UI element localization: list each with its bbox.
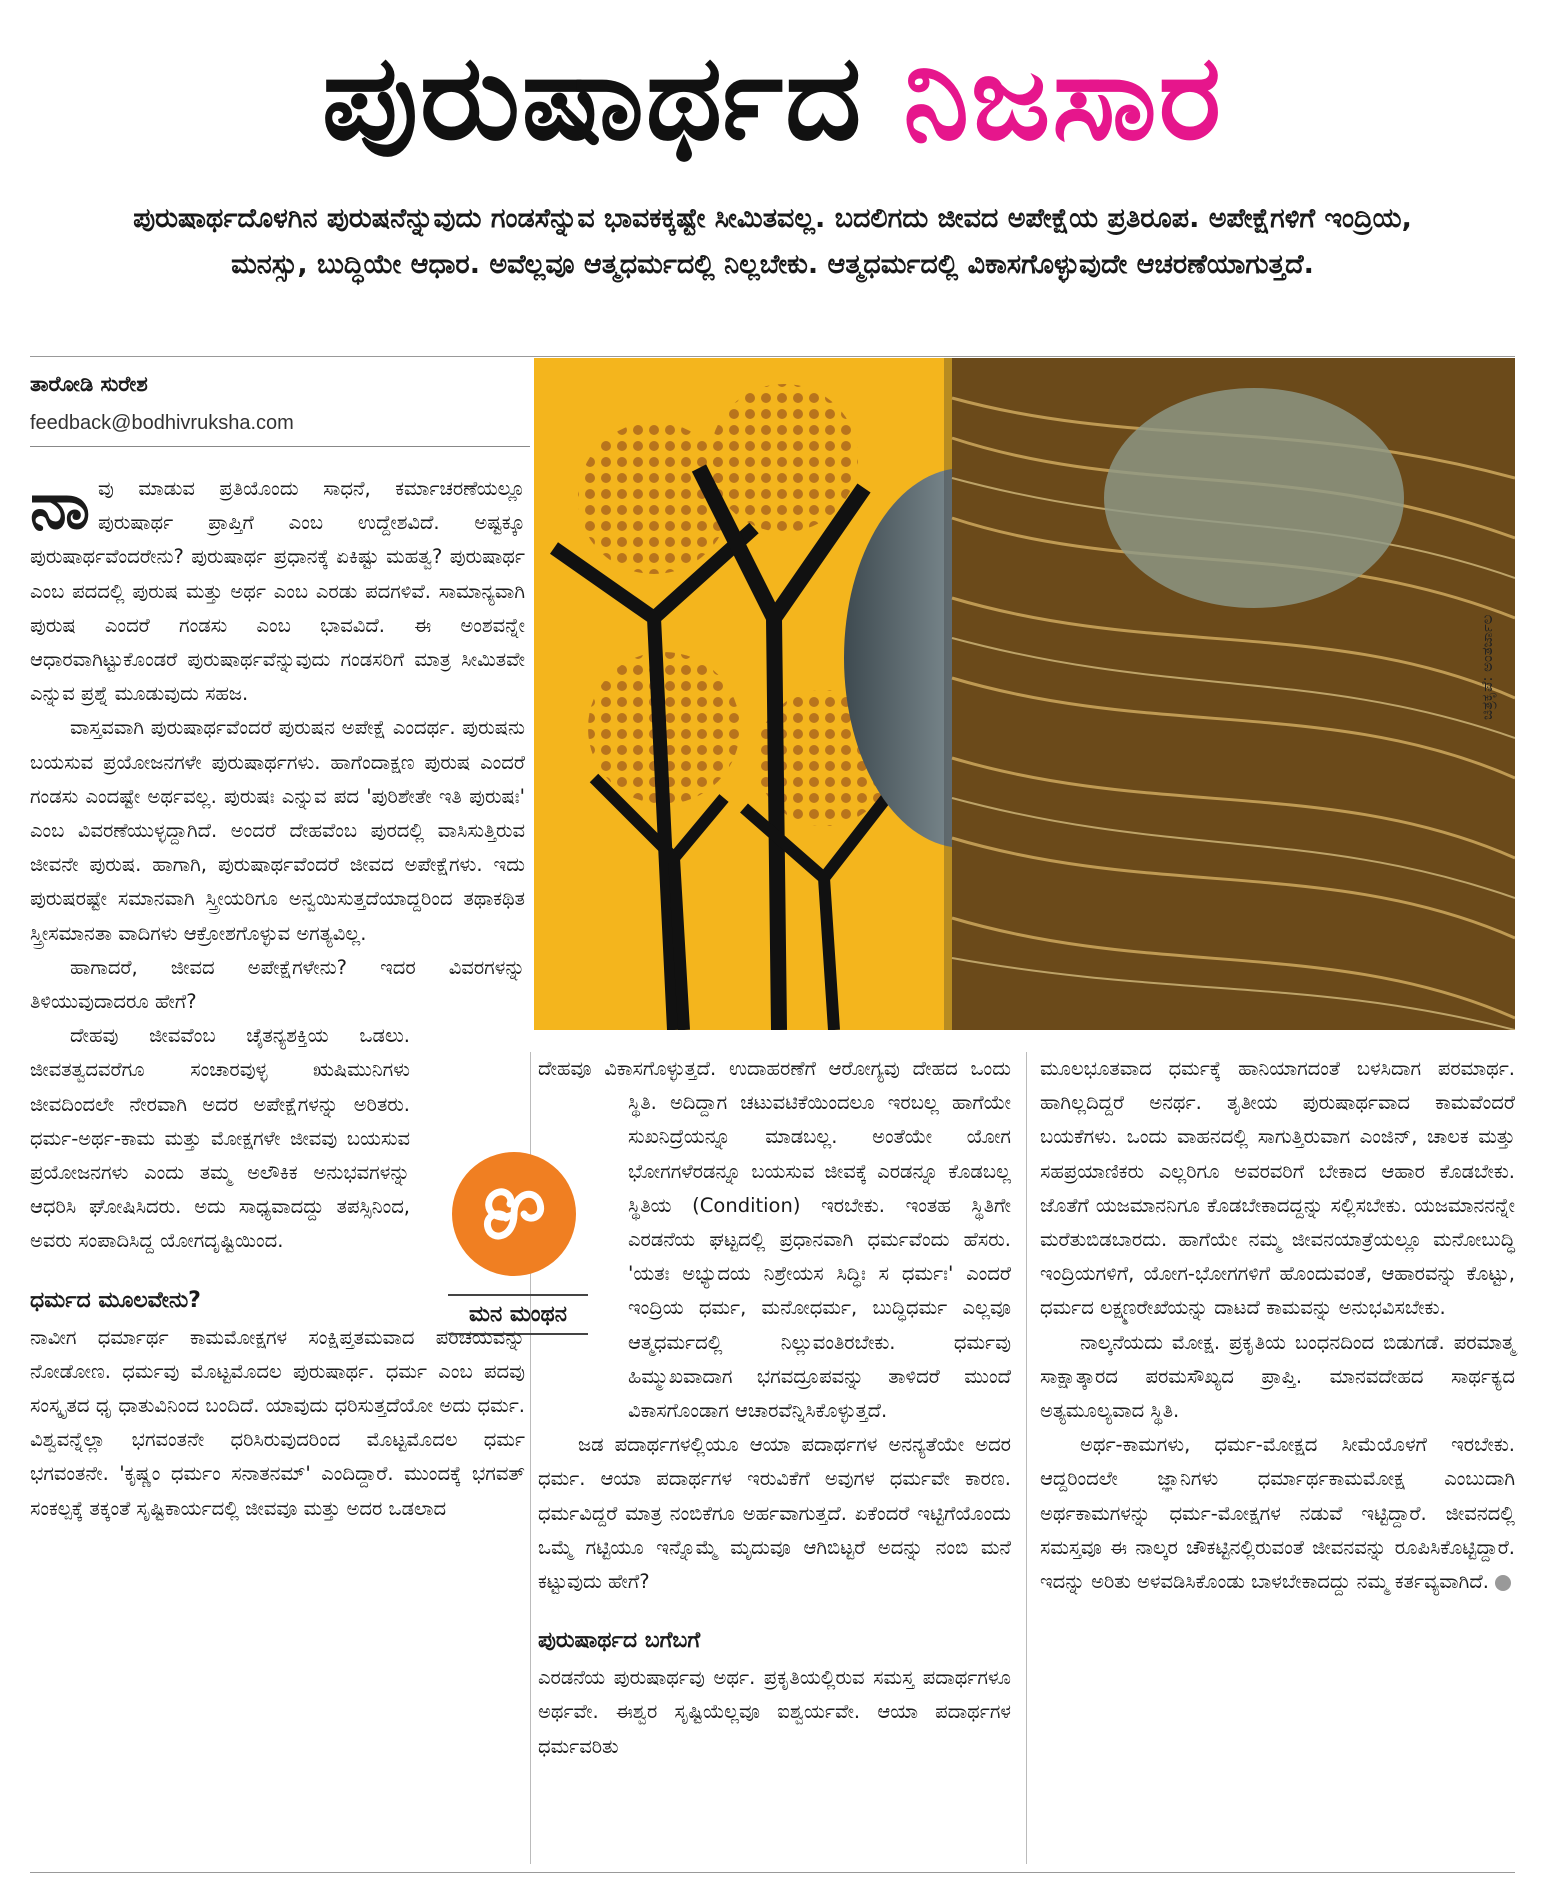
article-column-2 <box>538 1052 1011 1764</box>
column-divider <box>1026 1052 1027 1864</box>
author-email[interactable]: feedback@bodhivruksha.com <box>30 412 294 434</box>
paragraph: ಜಡ ಪದಾರ್ಥಗಳಲ್ಲಿಯೂ ಆಯಾ ಪದಾರ್ಥಗಳ ಅನನ್ಯತೆಯೇ ಅದರ ಧರ್ಮ. ಆಯಾ ಪದಾರ್ಥಗಳ ಇರುವಿಕೆಗೆ ಅವುಗಳ ಧರ್ಮವೇ ಕಾರಣ. ಧರ್ಮವಿದ್ದರೆ ಮಾತ್ರ ನಂಬಿಕೆಗೂ ಅರ್ಹವಾಗುತ್ತದೆ. ಏಕೆಂದರೆ ಇಟ್ಟಿಗೆಯೊಂದು ಒಮ್ಮೆ ಗಟ್ಟಿಯೂ ಇನ್ನೊಮ್ಮೆ ಮೃದುವೂ ಆಗಿಬಿಟ್ಟರೆ ಅದನ್ನು ನಂಬಿ ಮನೆ ಕಟ್ಟುವುದು ಹೇಗೆ? <box>538 1433 1011 1594</box>
paragraph: ಹಾಗಾದರೆ, ಜೀವದ ಅಪೇಕ್ಷೆಗಳೇನು? ಇದರ ವಿವರಗಳನ್ನು ತಿಳಿಯುವುದಾದರೂ ಹೇಗೆ? <box>30 955 525 1014</box>
subheading: ಪುರುಷಾರ್ಥದ ಬಗೆಬಗೆ <box>538 1628 701 1654</box>
headline-part2: ನಿಜಸಾರ <box>903 28 1224 166</box>
article-column-1 <box>30 467 525 1526</box>
paragraph: ನಾವು ಮಾಡುವ ಪ್ರತಿಯೊಂದು ಸಾಧನೆ, ಕರ್ಮಾಚರಣೆಯಲ್ಲೂ ಪುರುಷಾರ್ಥ ಪ್ರಾಪ್ತಿಗೆ ಎಂಬ ಉದ್ದೇಶವಿದೆ. ಅಷ್ಟಕ್ಕೂ ಪುರುಷಾರ್ಥವೆಂದರೇನು? ಪುರುಷಾರ್ಥ ಪ್ರಧಾನಕ್ಕೆ ಏಕಿಷ್ಟು ಮಹತ್ವ? ಪುರುಷಾರ್ಥ ಎಂಬ ಪದದಲ್ಲಿ ಪುರುಷ ಮತ್ತು ಅರ್ಥ ಎಂಬ ಎರಡು ಪದಗಳಿವೆ. ಸಾಮಾನ್ಯವಾಗಿ ಪುರುಷ ಎಂದರೆ ಗಂಡಸು ಎಂಬ ಭಾವವಿದೆ. ಈ ಅಂಶವನ್ನೇ ಆಧಾರವಾಗಿಟ್ಟುಕೊಂಡರೆ ಪುರುಷಾರ್ಥವೆನ್ನುವುದು ಗಂಡಸರಿಗೆ ಮಾತ್ರ ಸೀಮಿತವೇ ಎನ್ನುವ ಪ್ರಶ್ನೆ ಮೂಡುವುದು ಸಹಜ. <box>30 467 525 706</box>
paragraph: ನಾಲ್ಕನೆಯದು ಮೋಕ್ಷ. ಪ್ರಕೃತಿಯ ಬಂಧನದಿಂದ ಬಿಡುಗಡೆ. ಪರಮಾತ್ಮ ಸಾಕ್ಷಾತ್ಕಾರದ ಪರಮಸೌಖ್ಯದ ಪ್ರಾಪ್ತಿ. ಮಾನವದೇಹದ ಸಾರ್ಥಕ್ಯದ ಅತ್ಯಮೂಲ್ಯವಾದ ಸ್ಥಿತಿ. <box>1040 1330 1515 1423</box>
column-badge-label: ಮನ ಮಂಥನ <box>448 1294 588 1335</box>
subheading: ಧರ್ಮದ ಮೂಲವೇನು? <box>30 1287 201 1313</box>
illustration <box>534 358 1515 1030</box>
paragraph: ಮೂಲಭೂತವಾದ ಧರ್ಮಕ್ಕೆ ಹಾನಿಯಾಗದಂತೆ ಬಳಸಿದಾಗ ಪರಮಾರ್ಥ. ಹಾಗಿಲ್ಲದಿದ್ದರೆ ಅನರ್ಥ. ತೃತೀಯ ಪುರುಷಾರ್ಥವಾದ ಕಾಮವೆಂದರೆ ಬಯಕೆಗಳು. ಒಂದು ವಾಹನದಲ್ಲಿ ಸಾಗುತ್ತಿರುವಾಗ ಎಂಜಿನ್, ಚಾಲಕ ಮತ್ತು ಸಹಪ್ರಯಾಣಿಕರು ಎಲ್ಲರಿಗೂ ಅವರವರಿಗೆ ಬೇಕಾದ ಆಹಾರ ಕೊಡಬೇಕು. ಜೊತೆಗೆ ಯಜಮಾನನಿಗೂ ಕೊಡಬೇಕಾದದ್ದನ್ನು ಸಲ್ಲಿಸಬೇಕು. ಯಜಮಾನನನ್ನೇ ಮರೆತುಬಿಡಬಾರದು. ಹಾಗೆಯೇ ನಮ್ಮ ಜೀವನಯಾತ್ರೆಯಲ್ಲೂ ಮನೋಬುದ್ಧಿ ಇಂದ್ರಿಯಗಳಿಗೆ, ಯೋಗ-ಭೋಗಗಳಿಗೆ ಹೊಂದುವಂತೆ, ಆಹಾರವನ್ನು ಕೊಟ್ಟು, ಧರ್ಮದ ಲಕ್ಷ್ಮಣರೇಖೆಯನ್ನು ದಾಟದೆ ಕಾಮವನ್ನು ಅನುಭವಿಸಬೇಕು. <box>1040 1057 1515 1320</box>
article-column-3 <box>1040 1052 1515 1599</box>
headline-part1: ಪುರುಷಾರ್ಥದ <box>321 28 864 166</box>
end-mark-icon <box>1495 1575 1511 1591</box>
paragraph: ದೇಹವು ಜೀವವೆಂಬ ಚೈತನ್ಯಶಕ್ತಿಯ ಒಡಲು. ಜೀವತತ್ವದವರೆಗೂ ಸಂಚಾರವುಳ್ಳ ಋಷಿಮುನಿಗಳು ಜೀವದಿಂದಲೇ ನೇರವಾಗಿ ಅದರ ಅಪೇಕ್ಷೆಗಳನ್ನು ಅರಿತರು. ಧರ್ಮ-ಅರ್ಥ-ಕಾಮ ಮತ್ತು ಮೋಕ್ಷಗಳೇ ಜೀವವು ಬಯಸುವ ಪ್ರಯೋಜನಗಳು ಎಂದು ತಮ್ಮ ಅಲೌಕಿಕ ಅನುಭವಗಳನ್ನು ಆಧರಿಸಿ ಘೋಷಿಸಿದರು. ಅದು ಸಾಧ್ಯವಾದದ್ದು ತಪಸ್ಸಿನಿಂದ, ಅವರು ಸಂಪಾದಿಸಿದ್ದ ಯೋಗದೃಷ್ಟಿಯಿಂದ. <box>30 1024 410 1253</box>
paragraph: ಅರ್ಥ-ಕಾಮಗಳು, ಧರ್ಮ-ಮೋಕ್ಷದ ಸೀಮೆಯೊಳಗೆ ಇರಬೇಕು. ಆದ್ದರಿಂದಲೇ ಜ್ಞಾನಿಗಳು ಧರ್ಮಾರ್ಥಕಾಮಮೋಕ್ಷ ಎಂಬುದಾಗಿ ಅರ್ಥಕಾಮಗಳನ್ನು ಧರ್ಮ-ಮೋಕ್ಷಗಳ ನಡುವೆ ಇಟ್ಟಿದ್ದಾರೆ. ಜೀವನದಲ್ಲಿ ಸಮಸ್ತವೂ ಈ ನಾಲ್ಕರ ಚೌಕಟ್ಟಿನಲ್ಲಿರುವಂತೆ ಜೀವನವನ್ನು ರೂಪಿಸಿಕೊಟ್ಟಿದ್ದಾರೆ. ಇದನ್ನು ಅರಿತು ಅಳವಡಿಸಿಕೊಂಡು ಬಾಳಬೇಕಾದದ್ದು ನಮ್ಮ ಕರ್ತವ್ಯವಾಗಿದೆ. <box>1040 1433 1515 1594</box>
divider <box>30 446 530 447</box>
divider <box>30 1872 1515 1873</box>
illustration-credit: ಚಿತ್ರಕೃಪೆ: ಅಂತರ್ಜಾಲ <box>1478 614 1496 720</box>
paragraph: ನಾವೀಗ ಧರ್ಮಾರ್ಥ ಕಾಮಮೋಕ್ಷಗಳ ಸಂಕ್ಷಿಪ್ತತಮವಾದ ಪರಿಚಯವನ್ನು ನೋಡೋಣ. ಧರ್ಮವು ಮೊಟ್ಟಮೊದಲ ಪುರುಷಾರ್ಥ. ಧರ್ಮ ಎಂಬ ಪದವು ಸಂಸ್ಕೃತದ ಧೃ ಧಾತುವಿನಿಂದ ಬಂದಿದೆ. ಯಾವುದು ಧರಿಸುತ್ತದೆಯೋ ಅದು ಧರ್ಮ. ವಿಶ್ವವನ್ನೆಲ್ಲಾ ಭಗವಂತನೇ ಧರಿಸಿರುವುದರಿಂದ ಮೊಟ್ಟಮೊದಲ ಧರ್ಮ ಭಗವಂತನೇ. 'ಕೃಷ್ಣಂ ಧರ್ಮಂ ಸನಾತನಮ್' ಎಂದಿದ್ದಾರೆ. ಮುಂದಕ್ಕೆ ಭಗವತ್ ಸಂಕಲ್ಪಕ್ಕೆ ತಕ್ಕಂತೆ ಸೃಷ್ಟಿಕಾರ್ಯದಲ್ಲಿ ಜೀವವೂ ಮತ್ತು ಅದರ ಒಡಲಾದ <box>30 1325 525 1520</box>
drop-cap: ನಾ <box>30 467 90 544</box>
author-name: ತಾರೋಡಿ ಸುರೇಶ <box>30 372 148 396</box>
paragraph: ವಾಸ್ತವವಾಗಿ ಪುರುಷಾರ್ಥವೆಂದರೆ ಪುರುಷನ ಅಪೇಕ್ಷೆ ಎಂದರ್ಥ. ಪುರುಷನು ಬಯಸುವ ಪ್ರಯೋಜನಗಳೇ ಪುರುಷಾರ್ಥಗಳು. ಹಾಗೆಂದಾಕ್ಷಣ ಪುರುಷ ಎಂದರೆ ಗಂಡಸು ಎಂದಷ್ಟೇ ಅರ್ಥವಲ್ಲ. ಪುರುಷಃ ಎನ್ನುವ ಪದ 'ಪುರಿಶೇತೇ ಇತಿ ಪುರುಷಃ' ಎಂಬ ವಿವರಣೆಯುಳ್ಳದ್ದಾಗಿದೆ. ಅಂದರೆ ದೇಹವೆಂಬ ಪುರದಲ್ಲಿ ವಾಸಿಸುತ್ತಿರುವ ಜೀವನೇ ಪುರುಷ. ಹಾಗಾಗಿ, ಪುರುಷಾರ್ಥವೆಂದರೆ ಜೀವದ ಅಪೇಕ್ಷೆಗಳು. ಇದು ಪುರುಷರಷ್ಟೇ ಸಮಾನವಾಗಿ ಸ್ತ್ರೀಯರಿಗೂ ಅನ್ವಯಿಸುತ್ತದೆಯಾದ್ದರಿಂದ ತಥಾಕಥಿತ ಸ್ತ್ರೀಸಮಾನತಾ ವಾದಿಗಳು ಆಕ್ರೋಶಗೊಳ್ಳುವ ಅಗತ್ಯವಿಲ್ಲ. <box>30 716 525 945</box>
headline <box>0 22 1545 172</box>
illustration-art <box>534 358 1515 1030</box>
divider <box>30 356 1515 357</box>
paragraph: ಎರಡನೆಯ ಪುರುಷಾರ್ಥವು ಅರ್ಥ. ಪ್ರಕೃತಿಯಲ್ಲಿರುವ ಸಮಸ್ತ ಪದಾರ್ಥಗಳೂ ಅರ್ಥವೇ. ಈಶ್ವರ ಸೃಷ್ಟಿಯೆಲ್ಲವೂ ಐಶ್ವರ್ಯವೇ. ಆಯಾ ಪದಾರ್ಥಗಳ ಧರ್ಮವರಿತು <box>538 1666 1011 1758</box>
standfirst: ಪುರುಷಾರ್ಥದೊಳಗಿನ ಪುರುಷನೆನ್ನುವುದು ಗಂಡಸೆನ್ನುವ ಭಾವಕಕ್ಕಷ್ಟೇ ಸೀಮಿತವಲ್ಲ. ಬದಲಿಗದು ಜೀವದ ಅಪೇಕ್ಷೆಯ ಪ್ರತಿರೂಪ. ಅಪೇಕ್ಷೆಗಳಿಗೆ ಇಂದ್ರಿಯ, ಮನಸ್ಸು, ಬುದ್ಧಿಯೇ ಆಧಾರ. ಅವೆಲ್ಲವೂ ಆತ್ಮಧರ್ಮದಲ್ಲಿ ನಿಲ್ಲಬೇಕು. ಆತ್ಮಧರ್ಮದಲ್ಲಿ ವಿಕಾಸಗೊಳ್ಳುವುದೇ ಆಚರಣೆಯಾಗುತ್ತದೆ. <box>133 203 1412 280</box>
paragraph: ದೇಹವೂ ವಿಕಾಸಗೊಳ್ಳುತ್ತದೆ. ಉದಾಹರಣೆಗೆ ಆರೋಗ್ಯವು ದೇಹದ ಒಂದು ಸ್ಥಿತಿ. ಅದಿದ್ದಾಗ ಚಟುವಟಿಕೆಯಿಂದಲೂ ಇರಬಲ್ಲ ಹಾಗೆಯೇ ಸುಖನಿದ್ರೆಯನ್ನೂ ಮಾಡಬಲ್ಲ. ಅಂತೆಯೇ ಯೋಗ ಭೋಗಗಳೆರಡನ್ನೂ ಬಯಸುವ ಜೀವಕ್ಕೆ ಎರಡನ್ನೂ ಕೊಡಬಲ್ಲ ಸ್ಥಿತಿಯ (Condition) ಇರಬೇಕು. ಇಂತಹ ಸ್ಥಿತಿಗೇ ಎರಡನೆಯ ಘಟ್ಟದಲ್ಲಿ ಪ್ರಧಾನವಾಗಿ ಧರ್ಮವೆಂದು ಹೆಸರು. 'ಯತಃ ಅಭ್ಯುದಯ ನಿಶ್ರೇಯಸ ಸಿದ್ಧಿಃ ಸ ಧರ್ಮಃ' ಎಂದರೆ ಇಂದ್ರಿಯ ಧರ್ಮ, ಮನೋಧರ್ಮ, ಬುದ್ಧಿಧರ್ಮ ಎಲ್ಲವೂ ಆತ್ಮಧರ್ಮದಲ್ಲಿ ನಿಲ್ಲುವಂತಿರಬೇಕು. ಧರ್ಮವು ಹಿಮ್ಮುಖವಾದಾಗ ಭಗವದ್ರೂಪವನ್ನು ತಾಳಿದರೆ ಮುಂದೆ ವಿಕಾಸಗೊಂಡಾಗ ಆಚಾರವೆನ್ನಿಸಿಕೊಳ್ಳುತ್ತದೆ. <box>538 1057 1011 1423</box>
